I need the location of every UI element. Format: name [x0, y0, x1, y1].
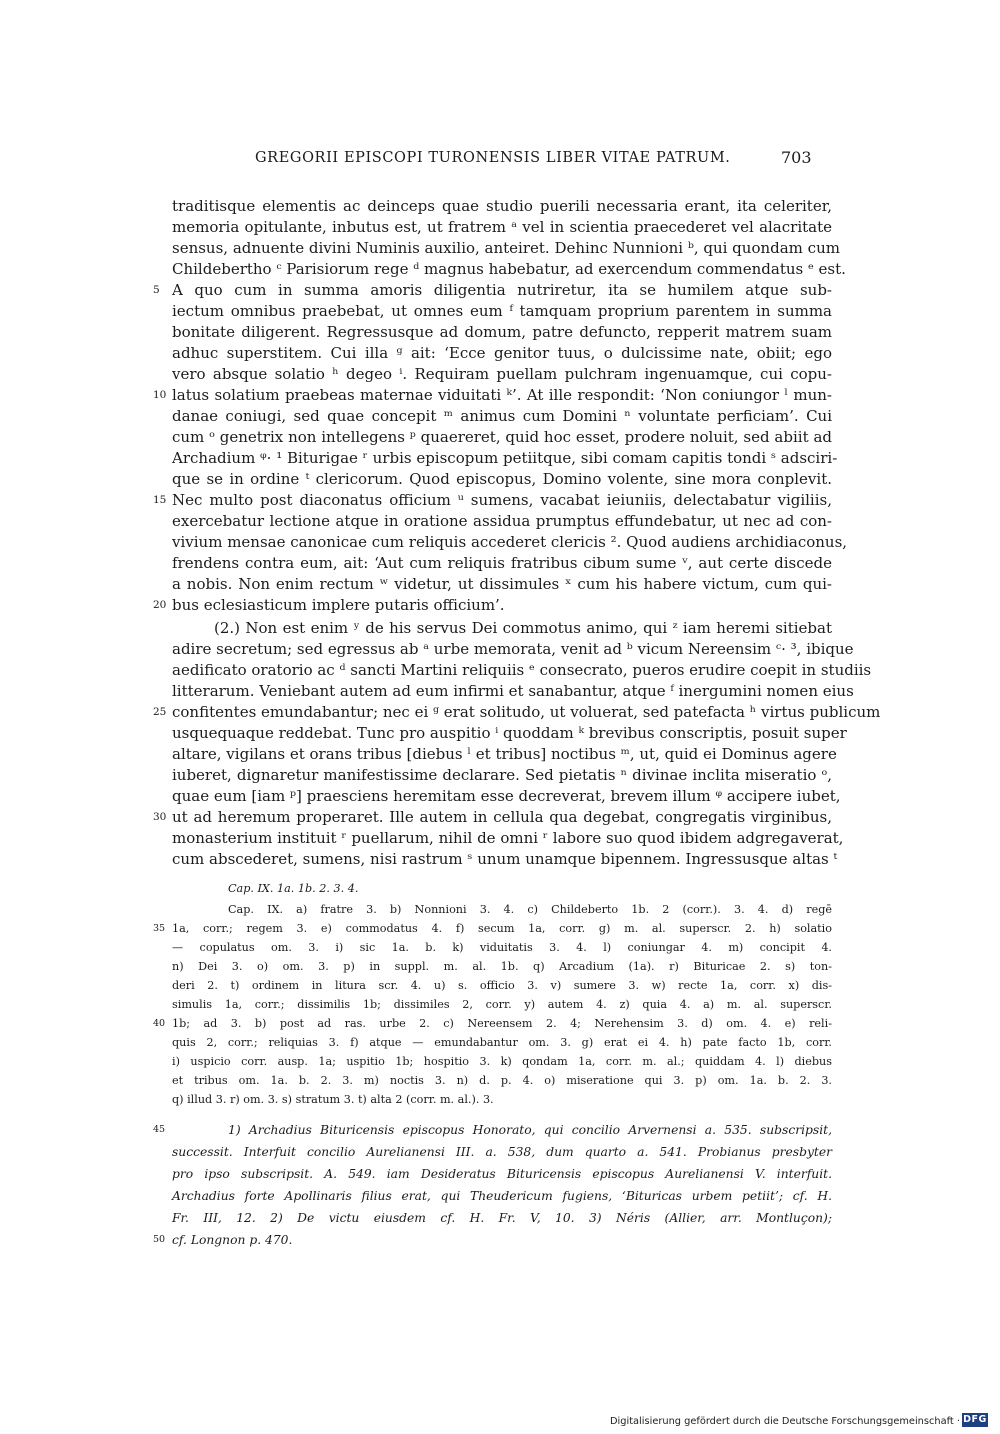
main-text-line: confitentes emundabantur; nec ei ᵍ erat solitudo, ut voluerat, sed patefacta ʰ virtus publicum — [172, 703, 881, 721]
line-number: 45 — [153, 1124, 166, 1135]
main-text-line: cum abscederet, sumens, nisi rastrum ˢ unum unamque bipennem. Ingressusque altas ᵗ — [172, 850, 838, 868]
apparatus-line: i) uspicio corr. ausp. 1a; uspitio 1b; hospitio 3. k) qondam 1a, corr. m. al.; quiddam 4. l) diebus — [172, 1055, 832, 1068]
main-text-line: vivium mensae canonicae cum reliquis accederet clericis ². Quod audiens archidiaconus, — [172, 533, 848, 551]
main-text-line: ut ad heremum properaret. Ille autem in cellula qua degebat, congregatis virginibus, — [172, 808, 832, 826]
main-text-line: A quo cum in summa amoris diligentia nutriretur, ita se humilem atque sub- — [172, 281, 832, 299]
main-text-line: altare, vigilans et orans tribus [diebus ˡ et tribus] noctibus ᵐ, ut, quid ei Dominus agere — [172, 745, 837, 763]
main-text-line: adhuc superstitem. Cui illa ᵍ ait: ‘Ecce genitor tuus, o dulcissime nate, obiit; ego — [172, 344, 832, 362]
apparatus-line: 1b; ad 3. b) post ad ras. urbe 2. c) Nereensem 2. 4; Nerehensim 3. d) om. 4. e) reli- — [172, 1017, 832, 1030]
apparatus-line: q) illud 3. r) om. 3. s) stratum 3. t) alta 2 (corr. m. al.). 3. — [172, 1093, 494, 1106]
footnote-line: Fr. III, 12. 2) De victu eiusdem cf. H. Fr. V, 10. 3) Néris (Allier, arr. Montluçon); — [172, 1211, 832, 1225]
line-number: 35 — [153, 923, 166, 934]
line-number: 5 — [153, 284, 160, 296]
apparatus-line: Cap. IX. 1a. 1b. 2. 3. 4. — [228, 882, 359, 895]
footnote-line: 1) Archadius Bituricensis episcopus Honorato, qui concilio Arvernensi a. 535. subscripsit, — [228, 1123, 832, 1137]
line-number: 10 — [153, 389, 167, 401]
main-text-line: memoria opitulante, inbutus est, ut fratrem ᵃ vel in scientia praecederet vel alacritate — [172, 218, 832, 236]
main-text-line: aedificato oratorio ac ᵈ sancti Martini reliquiis ᵉ consecrato, pueros erudire coepit in studiis — [172, 661, 872, 679]
footnote-line: cf. Longnon p. 470. — [172, 1233, 293, 1247]
apparatus-line: Cap. IX. a) fratre 3. b) Nonnioni 3. 4. c) Childeberto 1b. 2 (corr.). 3. 4. d) regē — [228, 903, 832, 916]
main-text-line: a nobis. Non enim rectum ʷ videtur, ut dissimules ˣ cum his habere victum, cum qui- — [172, 575, 832, 593]
main-text-line: iectum omnibus praebebat, ut omnes eum ᶠ tamquam proprium parentem in summa — [172, 302, 832, 320]
footnote-line: Archadius forte Apollinaris filius erat, qui Theudericum fugiens, ‘Bituricas urbem petiit’; cf. H. — [172, 1189, 832, 1203]
main-text-line: latus solatium praebeas maternae viduitati ᵏ’. At ille respondit: ‘Non coniungor ˡ mun- — [172, 386, 832, 404]
apparatus-line: quis 2, corr.; reliquias 3. f) atque — emundabantur om. 3. g) erat ei 4. h) pate facto 1b, corr. — [172, 1036, 832, 1049]
line-number: 50 — [153, 1234, 166, 1245]
line-number: 40 — [153, 1018, 166, 1029]
main-text-line: que se in ordine ᵗ clericorum. Quod episcopus, Domino volente, sine mora conplevit. — [172, 470, 832, 488]
main-text-line: cum ᵒ genetrix non intellegens ᵖ quaereret, quid hoc esset, prodere noluit, sed abiit ad — [172, 428, 832, 446]
main-text-line: Archadium ᵠ· ¹ Biturigae ʳ urbis episcopum petiitque, sibi comam capitis tondi ˢ adsciri- — [172, 449, 838, 467]
main-text-line: usquequaque reddebat. Tunc pro auspitio ⁱ quoddam ᵏ brevibus conscriptis, posuit super — [172, 724, 847, 742]
main-text-line: Nec multo post diaconatus officium ᵘ sumens, vacabat ieiuniis, delectabatur vigiliis, — [172, 491, 832, 509]
line-number: 30 — [153, 811, 167, 823]
running-header-title: GREGORII EPISCOPI TURONENSIS LIBER VITAE PATRUM. — [255, 150, 731, 166]
main-text-line: litterarum. Veniebant autem ad eum infirmi et sanabantur, atque ᶠ inergumini nomen eius — [172, 682, 854, 700]
main-text-line: frendens contra eum, ait: ‘Aut cum reliquis fratribus cibum sume ᵛ, aut certe discede — [172, 554, 832, 572]
footnote-line: pro ipso subscripsit. A. 549. iam Desideratus Bituricensis episcopus Aurelianensi V. interfuit. — [172, 1167, 832, 1181]
main-text-line: sensus, adnuente divini Numinis auxilio, anteiret. Dehinc Nunnioni ᵇ, qui quondam cum — [172, 239, 840, 257]
footnote-line: successit. Interfuit concilio Aurelianensi III. a. 538, dum quarto a. 541. Probianus presbyter — [172, 1145, 832, 1159]
main-text-line: bus eclesiasticum implere putaris officium’. — [172, 596, 505, 614]
apparatus-line: et tribus om. 1a. b. 2. 3. m) noctis 3. n) d. p. 4. o) miseratione qui 3. p) om. 1a. b. 2. 3. — [172, 1074, 832, 1087]
line-number: 15 — [153, 494, 167, 506]
digitization-credit: Digitalisierung gefördert durch die Deutsche Forschungsgemeinschaft · — [610, 1416, 960, 1427]
main-text-line: vero absque solatio ʰ degeo ⁱ. Requiram puellam pulchram ingenuamque, cui copu- — [172, 365, 832, 383]
main-text-line: adire secretum; sed egressus ab ᵃ urbe memorata, venit ad ᵇ vicum Nereensim ᶜ· ³, ibique — [172, 640, 854, 658]
main-text-line: exercebatur lectione atque in oratione assidua prumptus effundebatur, ut nec ad con- — [172, 512, 832, 530]
apparatus-line: simulis 1a, corr.; dissimilis 1b; dissimiles 2, corr. y) autem 4. z) quia 4. a) m. al. superscr. — [172, 998, 832, 1011]
main-text-line: monasterium instituit ʳ puellarum, nihil de omni ʳ labore suo quod ibidem adgregaverat, — [172, 829, 844, 847]
line-number: 25 — [153, 706, 167, 718]
apparatus-line: deri 2. t) ordinem in litura scr. 4. u) s. officio 3. v) sumere 3. w) recte 1a, corr. x) dis- — [172, 979, 832, 992]
main-text-line: iuberet, dignaretur manifestissime declarare. Sed pietatis ⁿ divinae inclita miseratio ᵒ, — [172, 766, 832, 784]
main-text-line: (2.) Non est enim ʸ de his servus Dei commotus animo, qui ᶻ iam heremi sitiebat — [214, 619, 832, 637]
apparatus-line: — copulatus om. 3. i) sic 1a. b. k) viduitatis 3. 4. l) coniungar 4. m) concipit 4. — [172, 941, 832, 954]
main-text-line: quae eum [iam ᵖ] praesciens heremitam esse decreverat, brevem illum ᵠ accipere iubet, — [172, 787, 841, 805]
main-text-line: danae coniugi, sed quae concepit ᵐ animus cum Domini ⁿ voluntate perficiam’. Cui — [172, 407, 832, 425]
apparatus-line: 1a, corr.; regem 3. e) commodatus 4. f) secum 1a, corr. g) m. al. superscr. 2. h) solatio — [172, 922, 832, 935]
dfg-logo-icon: DFG — [963, 1414, 987, 1425]
main-text-line: bonitate diligerent. Regressusque ad domum, patre defuncto, repperit matrem suam — [172, 323, 832, 341]
apparatus-line: n) Dei 3. o) om. 3. p) in suppl. m. al. 1b. q) Arcadium (1a). r) Bituricae 2. s) ton- — [172, 960, 832, 973]
line-number: 20 — [153, 599, 167, 611]
page-number: 703 — [781, 148, 812, 167]
main-text-line: traditisque elementis ac deinceps quae studio puerili necessaria erant, ita celeriter, — [172, 197, 832, 215]
main-text-line: Childebertho ᶜ Parisiorum rege ᵈ magnus habebatur, ad exercendum commendatus ᵉ est. — [172, 260, 846, 278]
